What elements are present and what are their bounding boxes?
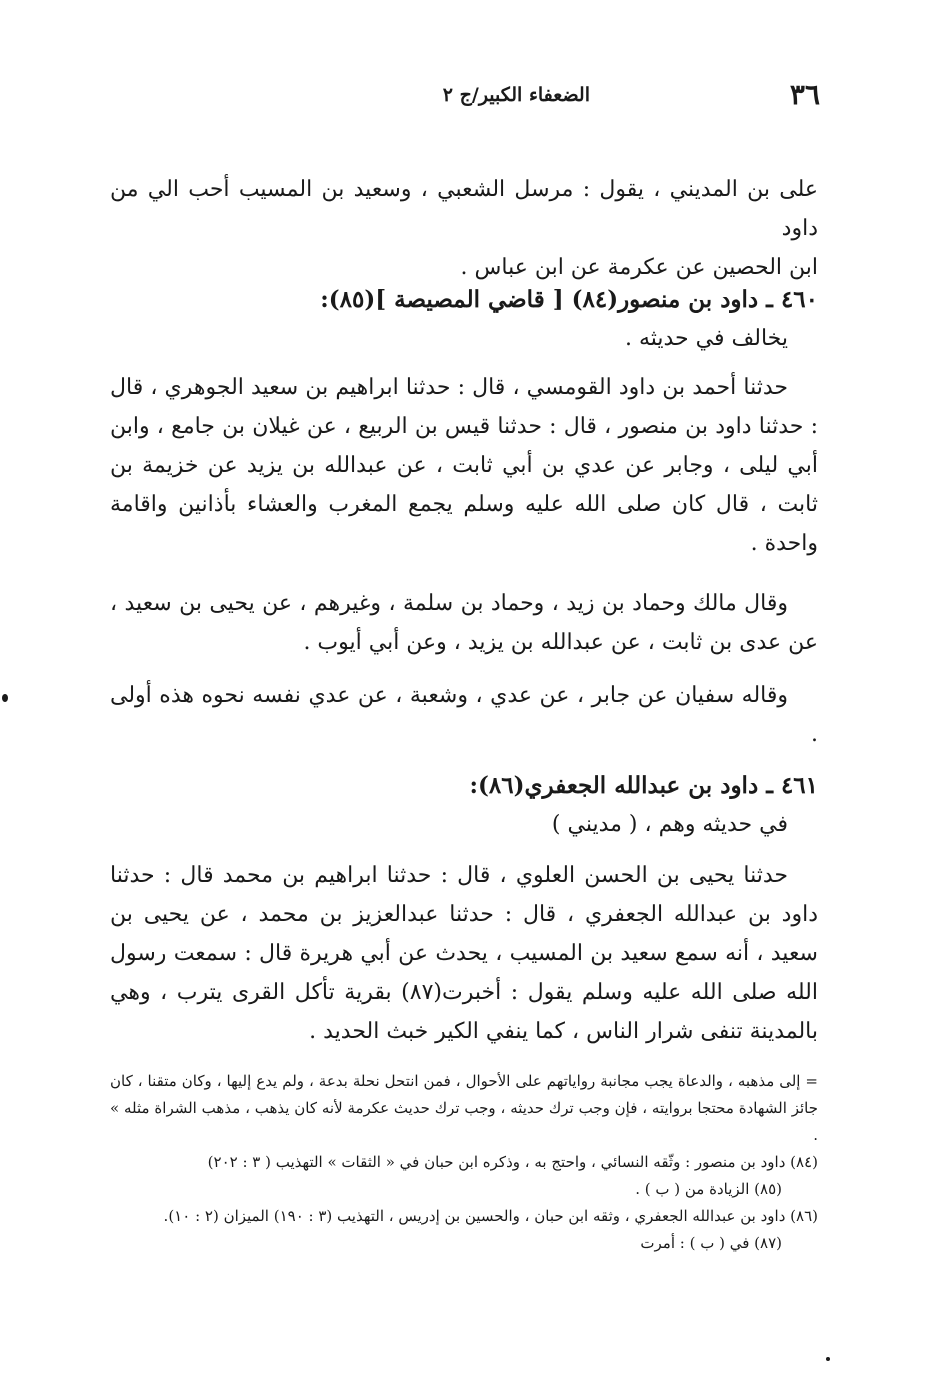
footnote-86: (٨٦) داود بن عبدالله الجعفري ، وثقه ابن حبان ، والحسين بن إدريس ، التهذيب (٣ : ١٩٠) الميزان (٢ : ١٠).: [163, 1207, 818, 1225]
malik-paragraph: [110, 584, 818, 662]
entry-460-description: يخالف في حديثه .: [624, 326, 788, 351]
hadith-461-text: حدثنا يحيى بن الحسن العلوي ، قال : حدثنا ابراهيم بن محمد قال : حدثنا داود بن عبدالله الجعفري ، قال : حدثنا عبدالعزيز بن محمد ، عن يحيى بن سعيد ، أنه سمع سعيد بن المسيب ، يحدث عن أبي هريرة قال : سمعت رسول الله صلى الله عليه وسلم يقول : أخبرت(٨٧) بقرية تأكل القرى يترب ، وهي بالمدينة تنفى شرار الناس ، كما ينفي الكير خبث الحديد .: [110, 863, 818, 1044]
footnote-85: (٨٥) الزيادة من ( ب ) .: [635, 1180, 782, 1198]
malik-text: وقال مالك وحماد بن زيد ، وحماد بن سلمة ، وغيرهم ، عن يحيى بن سعيد ، عن عدى بن ثابت ، عن عبدالله بن يزيد ، وعن أبي أيوب .: [110, 591, 818, 655]
intro-line-2: ابن الحصين عن عكرمة عن ابن عباس .: [460, 255, 818, 280]
scan-speck: [826, 1357, 830, 1361]
entry-461-title: ٤٦١ ـ داود بن عبدالله الجعفري(٨٦):: [469, 772, 818, 799]
footnote-87: (٨٧) في ( ب ) : أمرت: [640, 1234, 782, 1252]
intro-line-1: على بن المديني ، يقول : مرسل الشعبي ، وسعيد بن المسيب أحب الي من داود: [110, 177, 818, 241]
intro-paragraph: [110, 170, 818, 287]
entry-461-description: في حديثه وهم ، ( مديني ): [551, 812, 788, 837]
running-title: الضعفاء الكبير/ج ٢: [442, 84, 590, 106]
footnotes: [110, 1068, 818, 1257]
entry-460-heading: [110, 280, 818, 358]
footnote-84: (٨٤) داود بن منصور : وثّقه النسائي ، واحتج به ، وذكره ابن حبان في « الثقات » التهذيب ( ٣ : ٢٠٢): [207, 1153, 818, 1171]
sufyan-paragraph: [110, 676, 818, 754]
hadith-460-text: حدثنا أحمد بن داود القومسي ، قال : حدثنا ابراهيم بن سعيد الجوهري ، قال : حدثنا داود بن منصور ، قال : حدثنا قيس بن الربيع ، عن غيلان بن جامع ، وابن أبي ليلى ، وجابر عن عدي بن أبي ثابت ، عن عبدالله بن يزيد عن خزيمة بن ثابت ، قال كان صلى الله عليه وسلم يجمع المغرب والعشاء بأذانين واقامة واحدة .: [110, 375, 818, 556]
page-header: [110, 78, 820, 118]
footnote-continuation: = إلى مذهبه ، والدعاة يجب مجانبة رواياتهم على الأحوال ، فمن انتحل نحلة بدعة ، ولم يدع إليها ، وكان متقنا ، كان جائز الشهادة محتجا بروايته ، فإن وجب ترك حديثه ، وجب ترك حديث عكرمة لأنه كان يذهب ، مذهب الشراة مثله » .: [110, 1072, 818, 1144]
entry-461-hadith: [110, 856, 818, 1051]
page-number: ٣٦: [789, 78, 820, 111]
entry-460-title: ٤٦٠ ـ داود بن منصور(٨٤) [ قاضي المصيصة ](٨٥):: [320, 286, 818, 313]
sufyan-text: وقاله سفيان عن جابر ، عن عدي ، وشعبة ، عن عدي نفسه نحوه هذه أولى .: [110, 683, 818, 747]
margin-mark: [2, 694, 8, 702]
entry-460-hadith: [110, 368, 818, 563]
entry-461-heading: [110, 766, 818, 844]
